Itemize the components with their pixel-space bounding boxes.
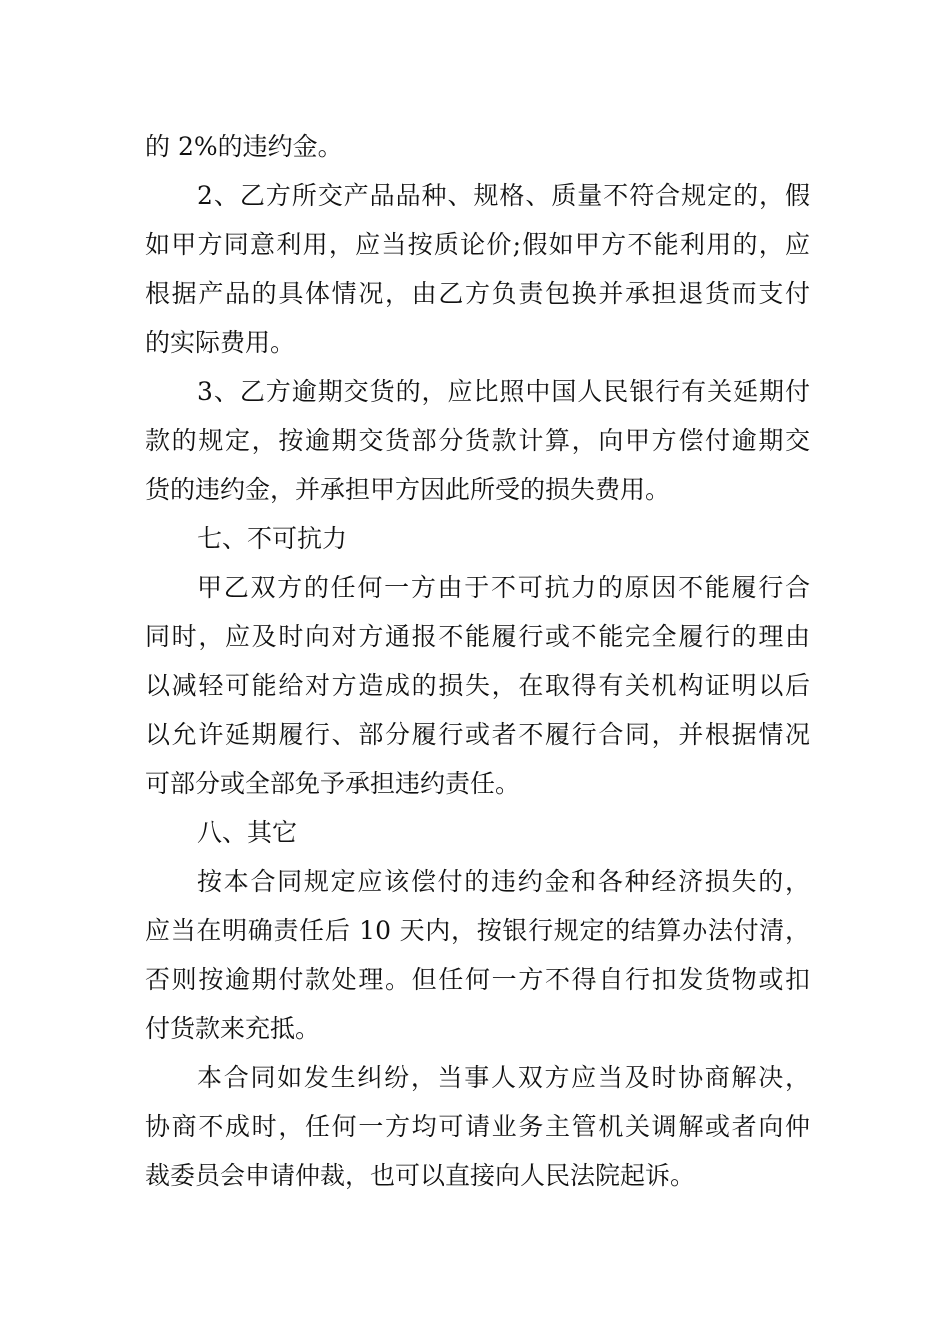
text-line: 的 2%的违约金。: [145, 132, 343, 161]
text-line: 的实际费用。: [145, 328, 296, 357]
text-line: 应当在明确责任后 10 天内，按银行规定的结算办法付清，: [145, 916, 810, 945]
text-line: 2、乙方所交产品品种、规格、质量不符合规定的，假: [197, 181, 810, 210]
text-line: 八、其它: [197, 818, 298, 847]
text-line: 同时，应及时向对方通报不能履行或不能完全履行的理由: [145, 622, 810, 651]
text-line: 七、不可抗力: [197, 524, 348, 553]
text-line: 付货款来充抵。: [145, 1014, 321, 1043]
text-line: 按本合同规定应该偿付的违约金和各种经济损失的，: [197, 867, 810, 896]
text-line: 如甲方同意利用，应当按质论价;假如甲方不能利用的，应: [145, 230, 810, 259]
text-line: 甲乙双方的任何一方由于不可抗力的原因不能履行合: [197, 573, 810, 602]
text-line: 协商不成时，任何一方均可请业务主管机关调解或者向仲: [145, 1112, 810, 1141]
text-line: 否则按逾期付款处理。但任何一方不得自行扣发货物或扣: [145, 965, 810, 994]
text-line: 裁委员会申请仲裁，也可以直接向人民法院起诉。: [145, 1161, 696, 1190]
text-line: 3、乙方逾期交货的，应比照中国人民银行有关延期付: [197, 377, 810, 406]
text-line: 根据产品的具体情况，由乙方负责包换并承担退货而支付: [145, 279, 810, 308]
text-line: 以允许延期履行、部分履行或者不履行合同，并根据情况: [145, 720, 810, 749]
text-line: 款的规定，按逾期交货部分货款计算，向甲方偿付逾期交: [145, 426, 810, 455]
text-line: 可部分或全部免予承担违约责任。: [145, 769, 521, 798]
document-body: [145, 122, 810, 1200]
text-line: 货的违约金，并承担甲方因此所受的损失费用。: [145, 475, 671, 504]
text-line: 以减轻可能给对方造成的损失，在取得有关机构证明以后: [145, 671, 810, 700]
text-line: 本合同如发生纠纷，当事人双方应当及时协商解决，: [197, 1063, 810, 1092]
